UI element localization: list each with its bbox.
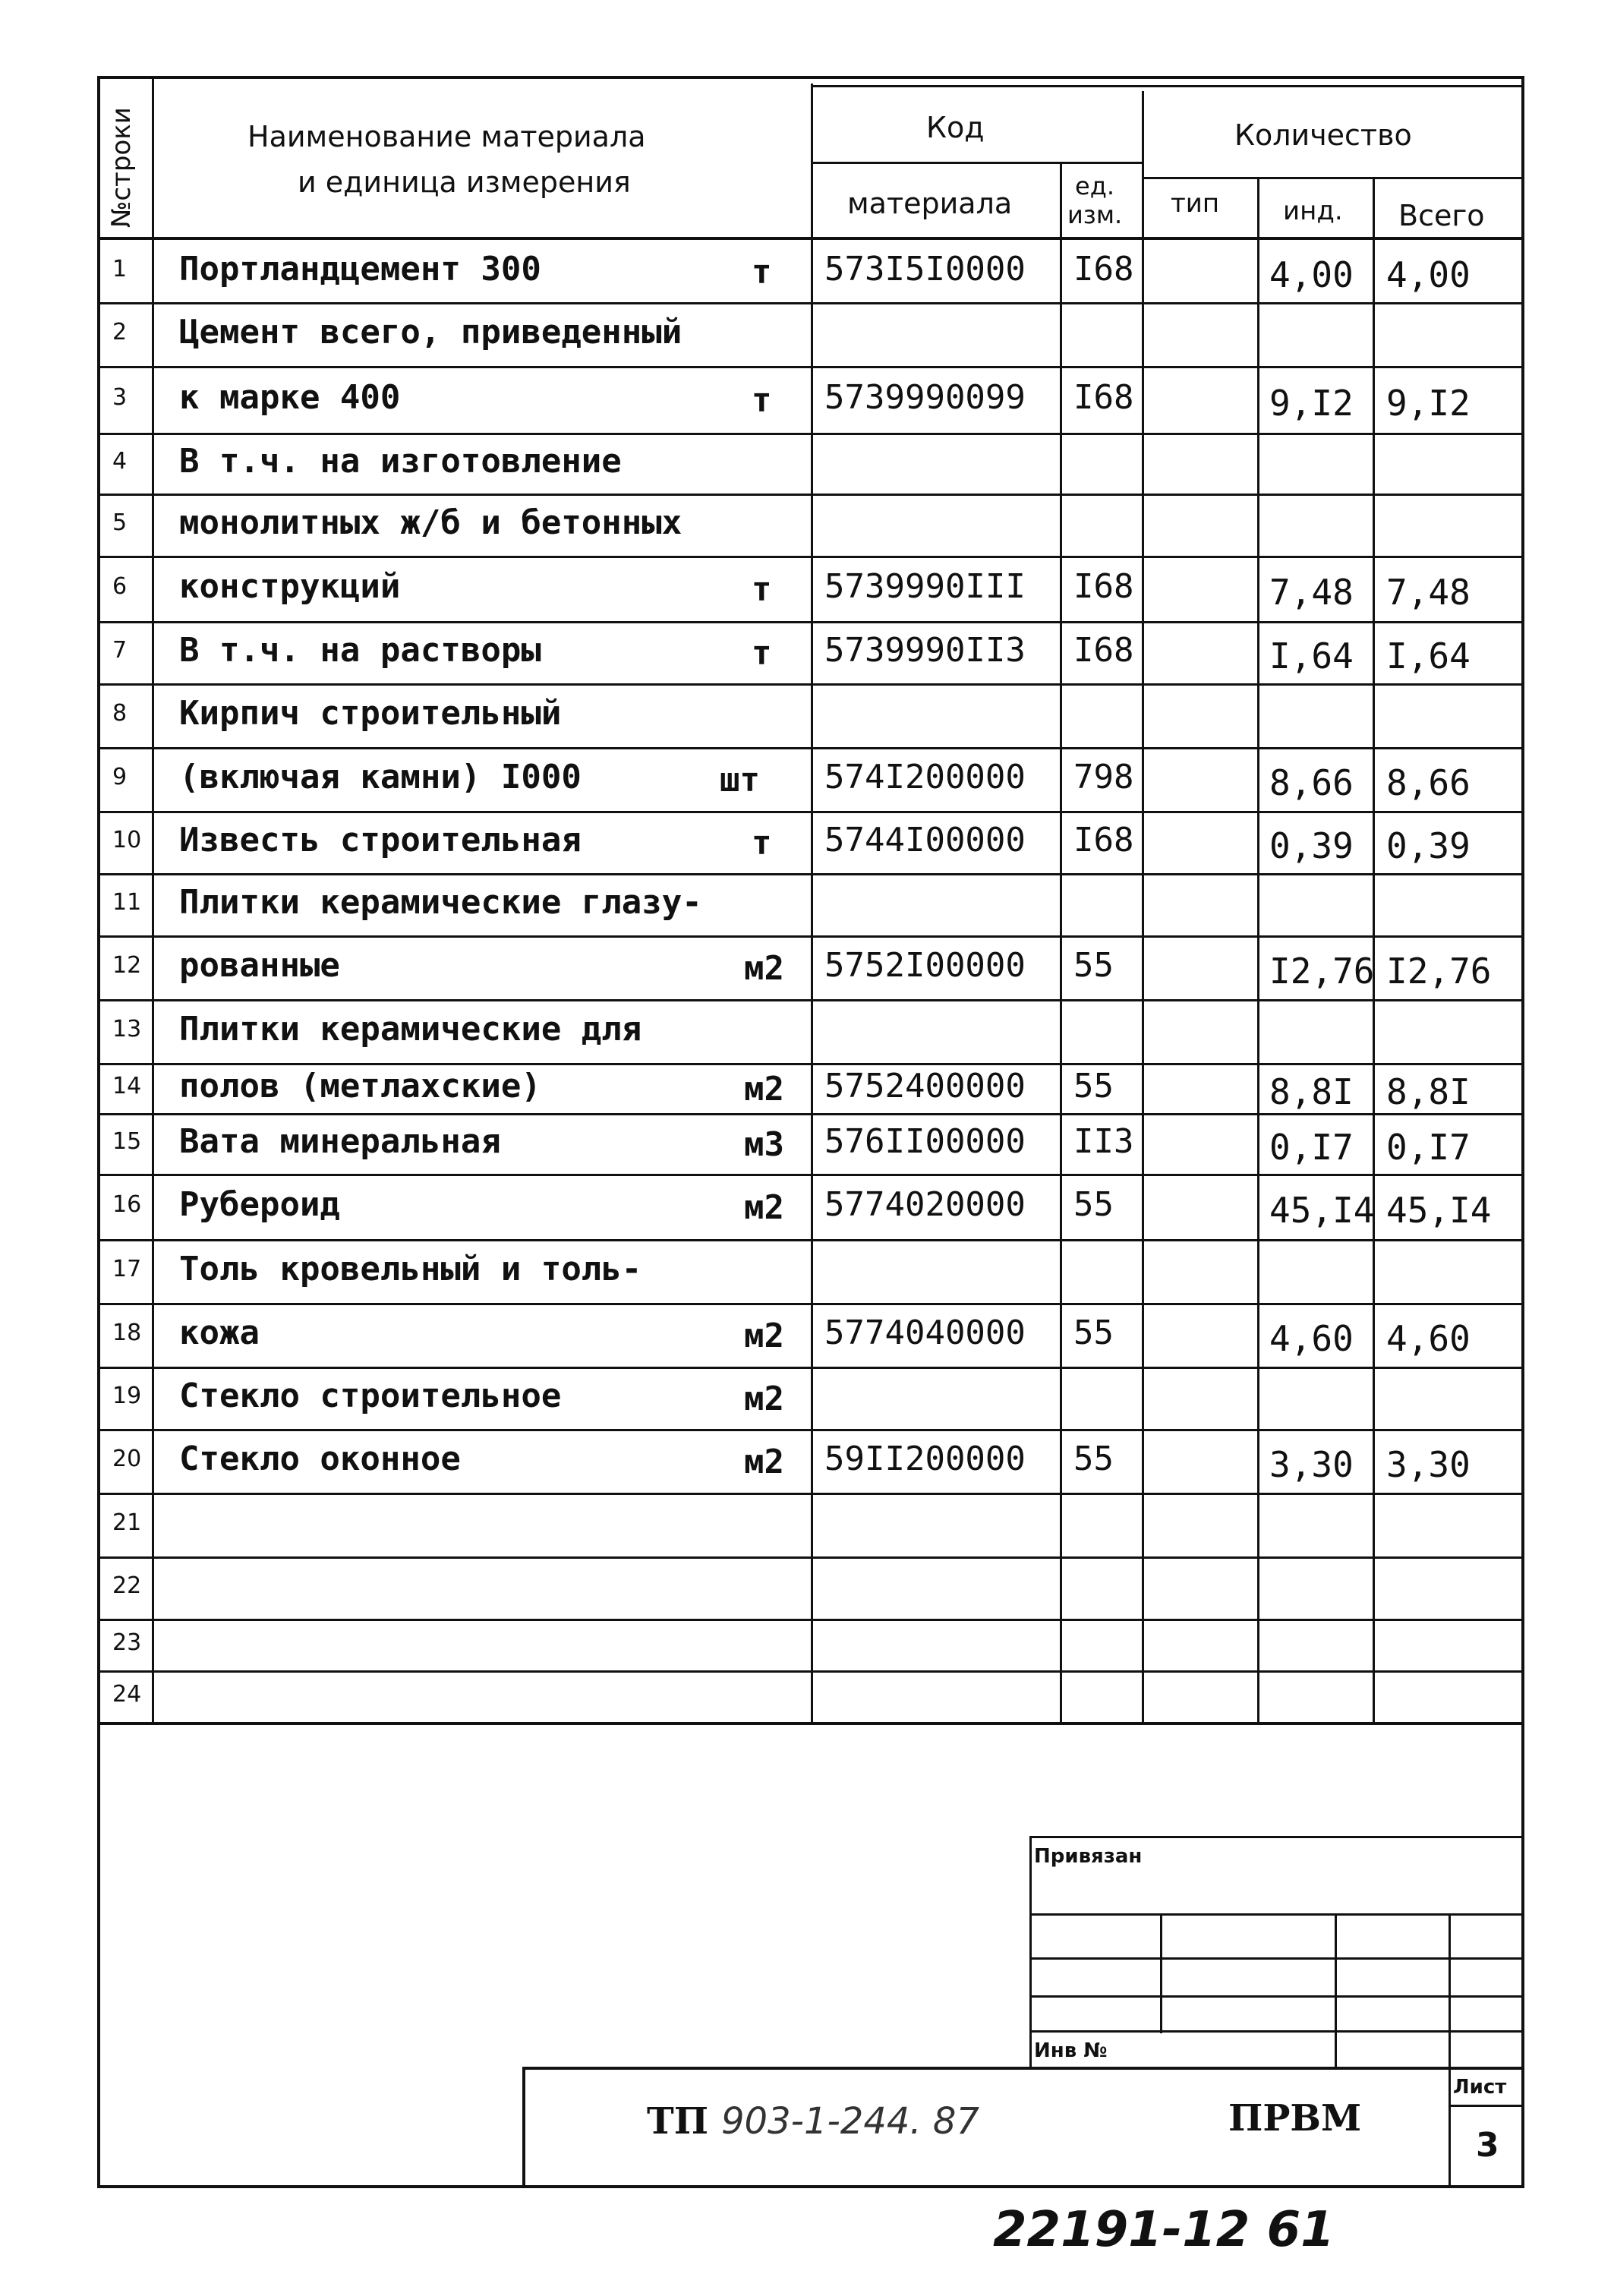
material-code: 5739990II3 [824, 631, 1026, 670]
material-name: полов (метлахские) [179, 1067, 541, 1105]
stamp-line [1449, 1913, 1451, 2188]
material-name: Кирпич строительный [179, 694, 562, 733]
material-name: Известь строительная [179, 821, 582, 859]
unit-of-measure: м2 [744, 1380, 784, 1418]
row-number: 20 [112, 1446, 142, 1472]
material-code: 5752400000 [824, 1067, 1026, 1105]
bound-label: Привязан [1034, 1845, 1143, 1868]
header-bottom-line [97, 237, 1524, 240]
row-number: 4 [112, 448, 128, 475]
header-sub-line-code [811, 162, 1143, 164]
row-separator [97, 621, 1524, 623]
unit-of-measure: шт [720, 761, 760, 800]
row-separator [97, 366, 1524, 368]
qty-ind-header: инд. [1283, 196, 1343, 226]
material-name: Плитки керамические для [179, 1010, 642, 1049]
row-separator [97, 811, 1524, 813]
unit-code: 55 [1073, 1067, 1114, 1105]
material-name: Толь кровельный и толь- [179, 1250, 642, 1288]
unit-code: II3 [1073, 1122, 1134, 1161]
title-block-top [522, 2067, 1524, 2070]
material-name: Рубероид [179, 1185, 340, 1224]
qty-individual: 4,00 [1269, 254, 1354, 295]
material-name: Цемент всего, приведенный [179, 313, 682, 352]
qty-total-header: Всего [1398, 199, 1485, 232]
row-number: 14 [112, 1073, 142, 1099]
row-separator [97, 1174, 1524, 1176]
unit-code: 55 [1073, 1440, 1114, 1478]
qty-individual: 8,66 [1269, 762, 1354, 803]
row-separator [97, 1113, 1524, 1115]
qty-individual: 3,30 [1269, 1444, 1354, 1485]
qty-individual: 0,39 [1269, 825, 1354, 866]
row-separator [97, 1619, 1524, 1621]
row-number: 3 [112, 384, 128, 411]
unit-of-measure: м2 [744, 1443, 784, 1481]
table-bottom-line [97, 1722, 1524, 1725]
row-number: 16 [112, 1191, 142, 1218]
header-top-line [811, 85, 1524, 87]
row-number: 7 [112, 637, 128, 664]
row-separator [97, 1429, 1524, 1431]
col-line-name [811, 84, 813, 1724]
unit-of-measure: т [752, 634, 772, 673]
material-name: монолитных ж/б и бетонных [179, 503, 682, 542]
stamp-line [1160, 1913, 1162, 2033]
qty-total: 4,60 [1386, 1318, 1471, 1359]
row-separator [97, 1670, 1524, 1673]
row-number: 24 [112, 1681, 142, 1708]
qty-total: 45,I4 [1386, 1190, 1492, 1231]
qty-total: 8,8I [1386, 1071, 1471, 1112]
name-header-line1: Наименование материала [247, 120, 646, 153]
qty-total: 9,I2 [1386, 383, 1471, 424]
material-name: В т.ч. на изготовление [179, 442, 622, 481]
title-block-left [522, 2067, 525, 2188]
qty-total: 0,I7 [1386, 1127, 1471, 1168]
material-name: В т.ч. на растворы [179, 631, 541, 670]
qty-individual: I,64 [1269, 636, 1354, 676]
qty-total: 0,39 [1386, 825, 1471, 866]
unit-code: 55 [1073, 1314, 1114, 1352]
material-name: рованные [179, 946, 340, 985]
unit-of-measure: т [752, 824, 772, 863]
row-number: 15 [112, 1128, 142, 1155]
material-code: 5744I00000 [824, 821, 1026, 859]
qty-individual: 8,8I [1269, 1071, 1354, 1112]
qty-individual: 9,I2 [1269, 383, 1354, 424]
qty-total: 3,30 [1386, 1444, 1471, 1485]
doc-type: ПРВМ [1228, 2097, 1362, 2140]
unit-code: I68 [1073, 631, 1134, 670]
row-separator [97, 1493, 1524, 1495]
unit-of-measure: т [752, 570, 772, 609]
row-separator [97, 302, 1524, 304]
row-number: 21 [112, 1509, 142, 1536]
qty-individual: 45,I4 [1269, 1190, 1375, 1231]
row-separator [97, 747, 1524, 749]
qty-total: I2,76 [1386, 951, 1492, 992]
material-code: 574I200000 [824, 758, 1026, 796]
row-separator [97, 1303, 1524, 1305]
material-name: Плитки керамические глазу- [179, 883, 702, 922]
unit-of-measure: м2 [744, 1188, 784, 1227]
qty-individual: 0,I7 [1269, 1127, 1354, 1168]
material-code: 5774020000 [824, 1185, 1026, 1224]
row-number: 23 [112, 1629, 142, 1656]
material-name: Портландцемент 300 [179, 250, 541, 289]
stamp-line [1029, 1836, 1524, 1838]
col-line-code [1060, 163, 1062, 1724]
unit-of-measure: м2 [744, 1070, 784, 1109]
row-number: 11 [112, 889, 142, 916]
qty-individual: 7,48 [1269, 572, 1354, 613]
material-name: (включая камни) I000 [179, 758, 582, 796]
row-separator [97, 999, 1524, 1001]
material-name: Стекло оконное [179, 1440, 461, 1478]
row-number: 22 [112, 1572, 142, 1599]
row-number: 8 [112, 700, 128, 727]
row-number: 1 [112, 256, 128, 282]
code-unit-header-2: изм. [1067, 200, 1123, 229]
col-line-type [1257, 178, 1259, 1724]
row-separator [97, 1239, 1524, 1241]
row-number: 2 [112, 319, 128, 345]
stamp-line [1335, 1913, 1337, 2068]
header-sub-line-qty [1142, 177, 1524, 179]
inv-label: Инв № [1034, 2039, 1108, 2062]
row-separator [97, 556, 1524, 558]
material-code: 576II00000 [824, 1122, 1026, 1161]
unit-code: I68 [1073, 250, 1134, 289]
material-name: конструкций [179, 567, 401, 606]
row-separator [97, 433, 1524, 435]
material-code: 5739990099 [824, 378, 1026, 417]
row-separator [97, 873, 1524, 875]
row-no-header: №строки [106, 107, 137, 228]
col-line-rowno [152, 76, 154, 1724]
row-separator [97, 935, 1524, 938]
qty-total: I,64 [1386, 636, 1471, 676]
row-separator [97, 1367, 1524, 1369]
row-number: 12 [112, 952, 142, 979]
qty-header: Количество [1234, 118, 1412, 152]
row-number: 10 [112, 827, 142, 853]
sheet-number: 3 [1476, 2126, 1499, 2165]
doc-code: ТП [647, 2100, 709, 2143]
unit-code: I68 [1073, 378, 1134, 417]
sheet-label: Лист [1453, 2076, 1507, 2099]
sheet-box-line [1449, 2105, 1524, 2107]
row-separator [97, 494, 1524, 496]
code-header: Код [926, 111, 985, 144]
unit-of-measure: м2 [744, 949, 784, 988]
col-line-ed [1142, 91, 1144, 1724]
code-unit-header-1: ед. [1075, 172, 1114, 200]
unit-code: I68 [1073, 821, 1134, 859]
qty-type-header: тип [1171, 188, 1220, 219]
material-code: 59II200000 [824, 1440, 1026, 1478]
material-name: к марке 400 [179, 378, 401, 417]
row-number: 18 [112, 1320, 142, 1346]
row-number: 9 [112, 764, 128, 790]
row-number: 13 [112, 1016, 142, 1042]
stamp-line [1029, 1836, 1032, 2068]
material-code: 5739990III [824, 567, 1026, 606]
material-name: Вата минеральная [179, 1122, 501, 1161]
material-code: 5774040000 [824, 1314, 1026, 1352]
doc-number: 903-1-244. 87 [721, 2100, 980, 2143]
unit-of-measure: м3 [744, 1125, 784, 1164]
name-header-line2: и единица измерения [298, 166, 631, 199]
row-number: 17 [112, 1256, 142, 1282]
unit-code: I68 [1073, 567, 1134, 606]
code-material-header: материала [847, 187, 1013, 220]
unit-code: 798 [1073, 758, 1134, 796]
material-name: Стекло строительное [179, 1377, 562, 1415]
unit-of-measure: т [752, 381, 772, 420]
material-name: кожа [179, 1314, 260, 1352]
unit-of-measure: м2 [744, 1317, 784, 1355]
unit-code: 55 [1073, 1185, 1114, 1224]
qty-total: 4,00 [1386, 254, 1471, 295]
handwritten-number: 22191-12 61 [993, 2202, 1335, 2258]
unit-code: 55 [1073, 946, 1114, 985]
qty-individual: I2,76 [1269, 951, 1375, 992]
row-separator [97, 683, 1524, 686]
row-number: 19 [112, 1383, 142, 1409]
row-number: 6 [112, 573, 128, 600]
row-number: 5 [112, 509, 128, 536]
row-separator [97, 1063, 1524, 1065]
material-code: 5752I00000 [824, 946, 1026, 985]
qty-total: 8,66 [1386, 762, 1471, 803]
material-code: 573I5I0000 [824, 250, 1026, 289]
qty-individual: 4,60 [1269, 1318, 1354, 1359]
row-separator [97, 1556, 1524, 1559]
qty-total: 7,48 [1386, 572, 1471, 613]
unit-of-measure: т [752, 253, 772, 292]
